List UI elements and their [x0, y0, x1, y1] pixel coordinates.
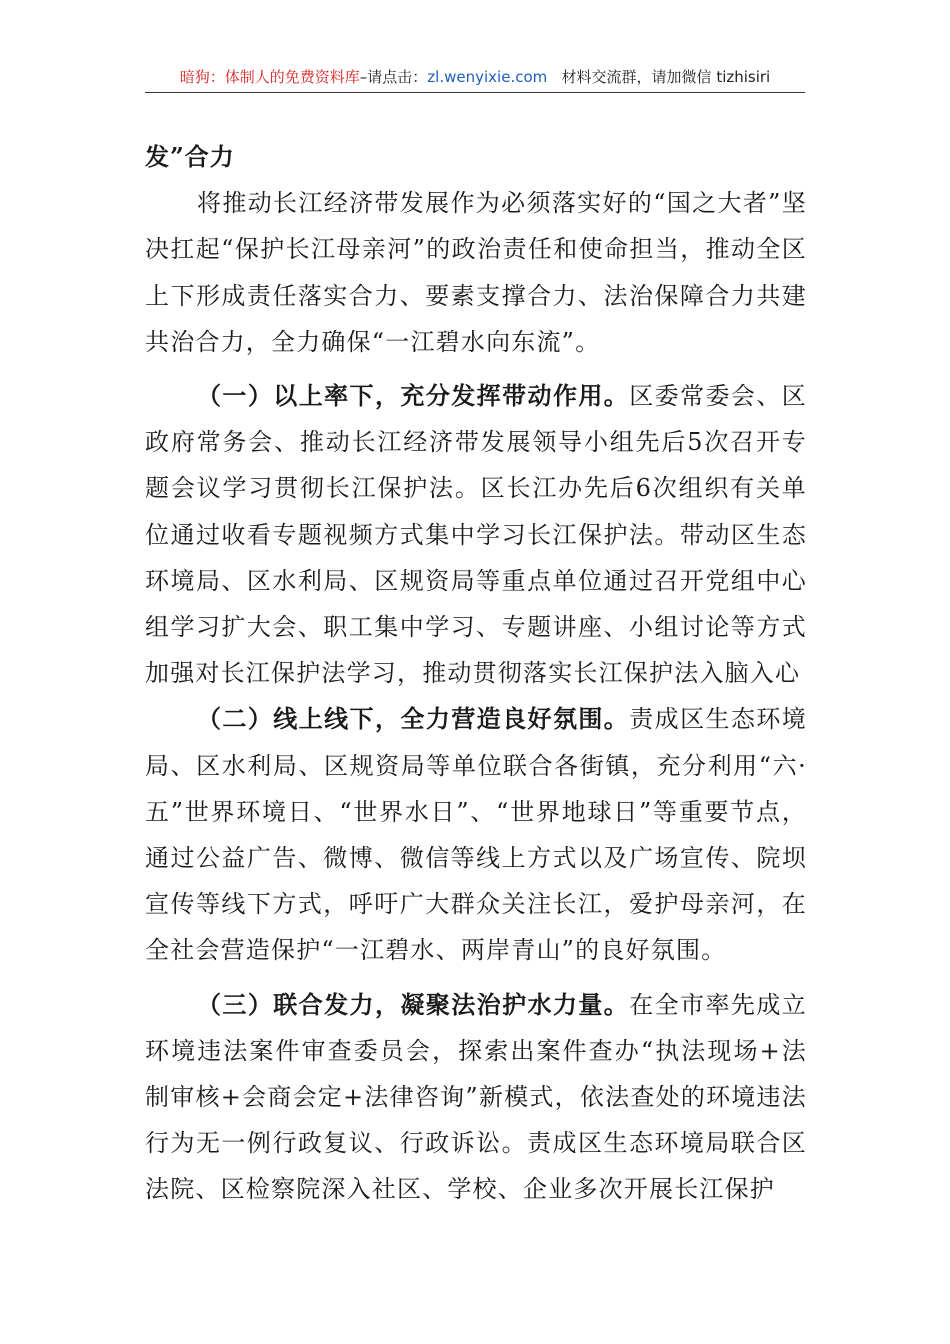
intro-paragraph: 将推动长江经济带发展作为必须落实好的“国之大者”坚决扛起“保护长江母亲河”的政治责任和使命担当，推动全区上下形成责任落实合力、要素支撑合力、法治保障合力共建共治合力，全力确保“一江碧水向东流”。 [145, 189, 807, 356]
header-group-note: 材料交流群，请加微信 tizhisiri [561, 68, 771, 86]
item1-paragraph [145, 373, 807, 696]
item2-paragraph [145, 696, 807, 973]
header-site-name: 暗狗：体制人的免费资料库 [179, 68, 360, 86]
item1-text: 区委常委会、区政府常务会、推动长江经济带发展领导小组先后5次召开专题会议学习贯彻长江保护法。区长江办先后6次组织有关单位通过收看专题视频方式集中学习长江保护法。带动区生态环境局、区水利局、区规资局等重点单位通过召开党组中心组学习扩大会、职工集中学习、专题讲座、小组讨论等方式加强对长江保护法学习，推动贯彻落实长江保护法入脑入心 [145, 382, 807, 688]
item3-title: （三）联合发力，凝聚法治护水力量。 [197, 989, 630, 1019]
item2-text: 责成区生态环境局、区水利局、区规资局等单位联合各街镇，充分利用“六·五”世界环境日、“世界水日”、“世界地球日”等重要节点，通过公益广告、微博、微信等线上方式以及广场宣传、院坝宣传等线下方式，呼吁广大群众关注长江，爱护母亲河，在全社会营造保护“一江碧水、两岸青山”的良好氛围。 [145, 705, 807, 965]
item3-paragraph [145, 982, 807, 1213]
header-click-prompt: –请点击： [359, 68, 428, 86]
item3-text: 在全市率先成立环境违法案件审查委员会，探索出案件查办“执法现场+法制审核+会商会定+法律咨询”新模式，依法查处的环境违法行为无一例行政复议、行政诉讼。责成区生态环境局联合区法院、区检察院深入社区、学校、企业多次开展长江保护 [145, 990, 807, 1204]
section-title-tail: 发”合力 [145, 142, 235, 171]
document-body [145, 134, 807, 1213]
page-header [145, 62, 805, 93]
item1-title: （一）以上率下，充分发挥带动作用。 [197, 381, 630, 411]
item2-title: （二）线上线下，全力营造良好氛围。 [197, 704, 630, 734]
header-url-link[interactable]: zl.wenyixie.com [427, 68, 548, 86]
